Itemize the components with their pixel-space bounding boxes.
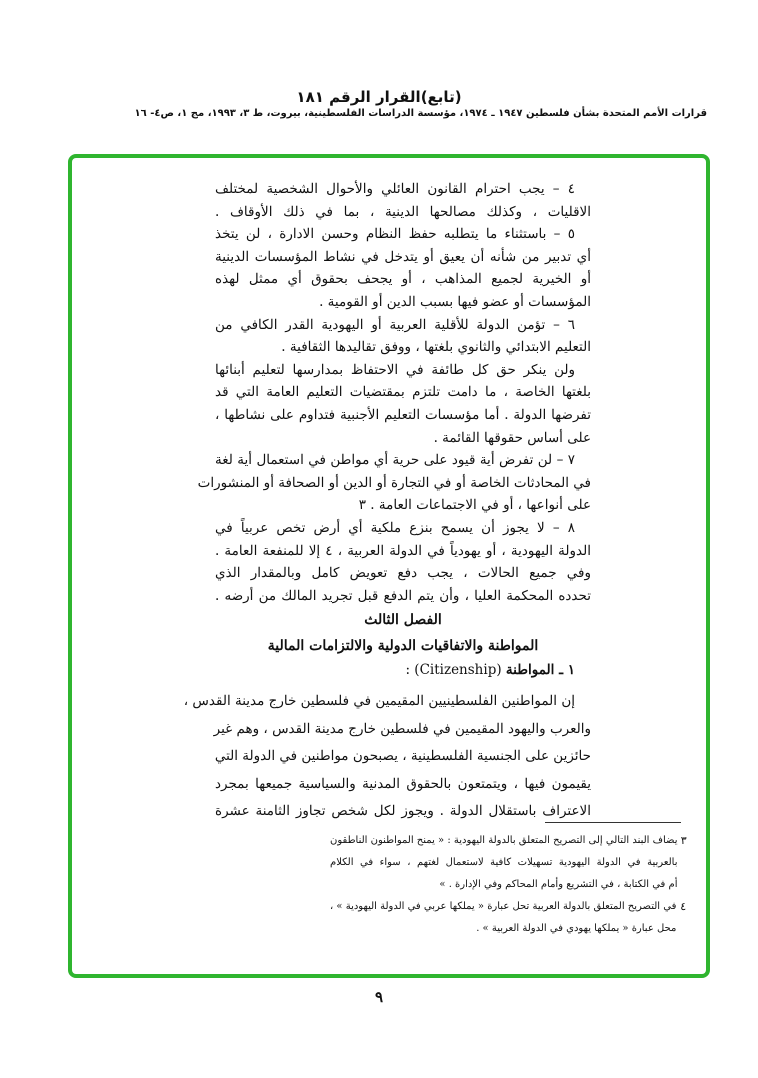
- text-line: ٦ – تؤمن الدولة للأقلية العربية أو اليهودية القدر الكافي من: [215, 316, 575, 333]
- section-label: ١ ـ المواطنة: [505, 662, 575, 679]
- text-line: حائزين على الجنسية الفلسطينية ، يصبحون مواطنين في الدولة التي: [214, 748, 591, 764]
- text-line: ٨ – لا يجوز أن يسمح بنزع ملكية أي أرض تخص عربياً في: [215, 519, 575, 536]
- source-citation: قرارات الأمم المتحدة بشأن فلسطين ١٩٤٧ ـ ١٩٧٤، مؤسسة الدراسات الفلسطينية، بيروت، ط ٣، ١٩٩٣، مج ١، ص٤- ١٦: [134, 108, 707, 119]
- footnote: [330, 896, 690, 940]
- chapter-subtitle: المواطنة والاتفاقيات الدولية والالتزامات المالية: [267, 638, 539, 655]
- footnote-number: ٤: [680, 900, 687, 913]
- footnote-number: ٣: [680, 834, 687, 847]
- text-line: ٥ – باستثناء ما يتطلبه حفظ النظام وحسن الادارة ، لن يتخذ: [215, 226, 575, 243]
- text-line: في المحادثات الخاصة أو في التجارة أو الدين أو الصحافة أو المنشورات: [197, 474, 591, 491]
- text-line: وفي جميع الحالات ، يجب دفع تعويض كامل وبالمقدار الذي: [215, 565, 591, 582]
- page-header-title: (تابع)القرار الرقم ١٨١: [296, 88, 462, 106]
- chapter-title: الفصل الثالث: [364, 612, 442, 629]
- footnotes: [330, 830, 690, 940]
- text-line: المؤسسات أو عضو فيها بسبب الدين أو القومية .: [319, 293, 591, 310]
- text-line: على أنواعها ، أو في الاجتماعات العامة . ٣: [358, 497, 591, 514]
- text-line: الدولة اليهودية ، أو يهودياً في الدولة العربية ، ٤ إلا للمنفعة العامة .: [215, 542, 592, 559]
- section-heading: [215, 659, 591, 682]
- footnote-line: يضاف البند التالي إلى التصريح المتعلق بالدولة اليهودية : « يمنح المواطنون الناطقون: [330, 835, 678, 846]
- body-text-block-2: [183, 688, 591, 826]
- body-text-block-1: [197, 178, 592, 682]
- page-number: ٩: [374, 988, 384, 1006]
- text-line: تحدده المحكمة العليا ، وأن يتم الدفع قبل تجريد المالك من أرضه .: [215, 587, 591, 604]
- text-line: أو الخيرية لجميع المذاهب ، أو يجحف بحقوق أي ممثل لهذه: [215, 271, 591, 288]
- text-line: بلغتها الخاصة ، ما دامت تلتزم بمقتضيات التعليم العامة التي قد: [215, 384, 591, 401]
- text-line: الاقليات ، وكذلك مصالحها الدينية ، بما في ذلك الأوقاف .: [215, 203, 591, 220]
- text-line: أي تدبير من شأنه أن يعيق أو يتدخل في نشاط المؤسسات الدينية: [215, 248, 591, 265]
- text-line: ٧ – لن تفرض أية قيود على حرية أي مواطن في استعمال أية لغة: [215, 452, 575, 469]
- footnote-line: محل عبارة « يملكها يهودي في الدولة العربية » .: [476, 923, 677, 934]
- text-line: التعليم الابتدائي والثانوي بلغتها ، ووفق تقاليدها الثقافية .: [281, 339, 591, 356]
- text-line: إن المواطنين الفلسطينيين المقيمين في فلسطين خارج مدينة القدس ،: [183, 693, 575, 709]
- footnote-line: أم في الكتابة ، في التشريع وأمام المحاكم وفي الإدارة . »: [439, 879, 678, 890]
- footnote-line: بالعربية في الدولة اليهودية تسهيلات كافية لاستعمال لغتهم ، سواء في الكلام: [330, 857, 678, 868]
- footnote: [330, 830, 690, 896]
- text-line: الاعتراف باستقلال الدولة . ويجوز لكل شخص تجاوز الثامنة عشرة: [215, 803, 591, 819]
- footnote-separator: [545, 822, 681, 823]
- text-line: تفرضها الدولة . أما مؤسسات التعليم الأجنبية فتداوم على نشاطها ،: [215, 406, 591, 423]
- text-line: على أساس حقوقها القائمة .: [433, 429, 591, 446]
- text-line: يقيمون فيها ، ويتمتعون بالحقوق المدنية والسياسية جميعها بمجرد: [215, 775, 591, 792]
- text-line: ٤ – يجب احترام القانون العائلي والأحوال الشخصية لمختلف: [215, 181, 575, 197]
- text-line: ولن ينكر حق كل طائفة في الاحتفاظ بمدارسها لتعليم أبنائها: [215, 361, 575, 378]
- section-suffix: (Citizenship) :: [405, 662, 502, 679]
- footnote-line: في التصريح المتعلق بالدولة العربية تحل عبارة « يملكها عربي في الدولة اليهودية » ،: [330, 901, 677, 912]
- text-line: والعرب واليهود المقيمين في فلسطين خارج مدينة القدس ، وهم غير: [213, 720, 591, 737]
